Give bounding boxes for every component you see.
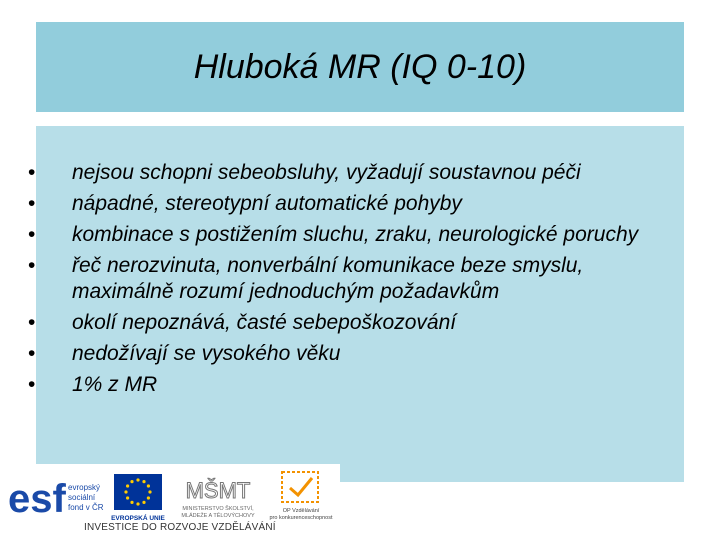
esf-logo-text: esf <box>8 477 66 521</box>
esf-caption-line: evropský <box>68 483 101 492</box>
checkmark-icon <box>290 478 312 495</box>
list-item <box>10 253 690 305</box>
bullet-text: nápadné, stereotypní automatické pohyby <box>72 192 462 215</box>
bullet-icon: • <box>28 254 36 277</box>
bullet-text: nejsou schopni sebeobsluhy, vyžadují soustavnou péči <box>72 161 581 184</box>
bullet-icon: • <box>28 342 36 365</box>
bullet-icon: • <box>28 373 36 396</box>
esf-caption-line: sociální <box>68 493 96 502</box>
list-item <box>10 191 690 217</box>
eu-caption: EVROPSKÁ UNIE <box>111 515 165 522</box>
msmt-logo <box>170 468 266 524</box>
op-logo <box>268 468 334 524</box>
bullet-text: kombinace s postižením sluchu, zraku, neurologické poruchy <box>72 223 639 246</box>
list-item <box>10 160 690 186</box>
eu-flag-logo <box>108 470 168 522</box>
bullet-icon: • <box>28 311 36 334</box>
msmt-logo-text: MŠMT <box>185 478 251 503</box>
esf-caption-line: fond v ČR <box>68 503 104 512</box>
investment-caption: INVESTICE DO ROZVOJE VZDĚLÁVÁNÍ <box>84 522 276 533</box>
op-caption-line: OP Vzdělávání <box>282 508 320 514</box>
bullet-text: okolí nepoznává, časté sebepoškozování <box>72 311 457 334</box>
bullet-text: řeč nerozvinuta, nonverbální komunikace beze smyslu, maximálně rozumí jednoduchým požadavkům <box>72 254 584 303</box>
bullet-icon: • <box>28 161 36 184</box>
msmt-caption-line: MLÁDEŽE A TĚLOVÝCHOVY <box>181 513 255 519</box>
funding-logos <box>0 464 340 540</box>
bullet-text: 1% z MR <box>72 373 158 396</box>
list-item <box>10 222 690 248</box>
slide-title: Hluboká MR (IQ 0-10) <box>193 47 527 86</box>
msmt-caption-line: MINISTERSTVO ŠKOLSTVÍ, <box>182 506 254 512</box>
bullet-list <box>10 160 690 403</box>
bullet-icon: • <box>28 192 36 215</box>
list-item <box>10 372 690 398</box>
list-item <box>10 341 690 367</box>
bullet-icon: • <box>28 223 36 246</box>
title-box <box>36 22 684 112</box>
op-caption-line: pro konkurenceschopnost <box>269 515 333 521</box>
bullet-text: nedožívají se vysokého věku <box>72 342 341 365</box>
list-item <box>10 310 690 336</box>
